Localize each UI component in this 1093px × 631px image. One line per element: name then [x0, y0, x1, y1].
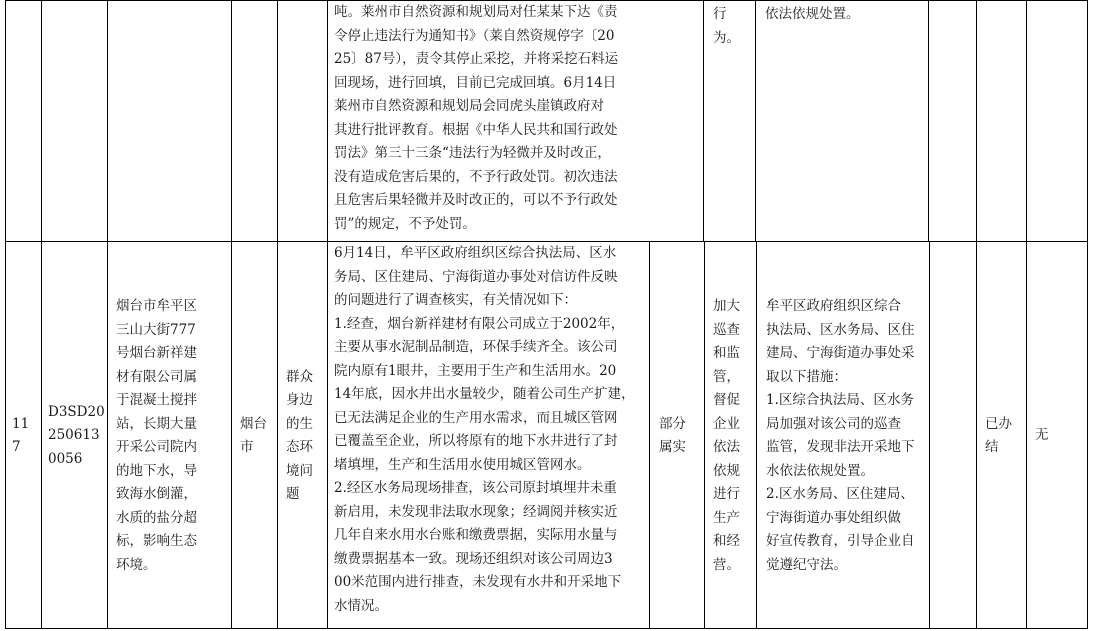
- type-cell: [278, 1, 328, 242]
- city-cell: 烟台 市: [232, 242, 278, 629]
- content-cell: [108, 1, 232, 242]
- code-cell: [42, 1, 108, 242]
- accountability-cell: 行 为。: [704, 1, 756, 242]
- note-cell: 无: [1027, 242, 1088, 629]
- code-cell: D3SD20 250613 0056: [42, 242, 108, 629]
- verdict-spacer: [930, 242, 977, 629]
- document-table: [5, 0, 1088, 242]
- note-cell: [1027, 1, 1088, 242]
- seq-cell: [6, 1, 42, 242]
- table-row: [6, 242, 1088, 629]
- finding-cell: 6月14日，牟平区政府组织区综合执法局、区水 务局、区住建局、宁海街道办事处对信访件反映 的问题进行了调查核实，有关情况如下： 1.经查，烟台新祥建材有限公司成立于2002年， 主要从事水泥制品制造，环保手续齐全。该公司 院内原有1眼井，主要用于生产和生活用水。20 14年底，因水井出水量较少，随着公司生产扩建， 已无法满足企业的生产用水需求，而且城区管网 已覆盖至企业，所以将原有的地下水井进行了封 堵填埋，生产和生活用水使用城区管网水。 2.经区水务局现场排查，该公司原封填埋井未重 新启用，未发现非法取水现象；经调阅并核实近 几年自来水用水台账和缴费票据，实际用水量与 缴费票据基本一致。现场还组织对该公司周边3 00米范围内进行排查，未发现有水井和开采地下 水情况。: [328, 242, 650, 629]
- document-table-row2: [5, 241, 1088, 629]
- city-cell: [232, 1, 278, 242]
- rectification-cell: 牟平区政府组织区综合 执法局、区水务局、区住 建局、宁海街道办事处采 取以下措施： 1.区综合执法局、区水务 局加强对该公司的巡查 监管，发现非法开采地下 水依法依规处置。 2.区水务局、区住建局、 宁海街道办事处组织做 好宣传教育，引导企业自 觉遵纪守法。: [757, 242, 930, 629]
- status-cell: 已办 结: [977, 242, 1027, 629]
- seq-cell: 11 7: [6, 242, 42, 629]
- status-cell: [977, 1, 1027, 242]
- rectification-cell: 依法依规处置。: [756, 1, 929, 242]
- table-row: [6, 1, 1088, 242]
- accountability-cell: 加大 巡查 和监 管， 督促 企业 依法 依规 进行 生产 和经 营。: [705, 242, 757, 629]
- type-cell: 群众 身边 的生 态环 境问 题: [278, 242, 328, 629]
- content-cell: 烟台市牟平区 三山大街777 号烟台新祥建 材有限公司属 于混凝土搅拌 站，长期大量 开采公司院内 的地下水，导 致海水倒灌， 水质的盐分超 标，影响生态 环境。: [108, 242, 232, 629]
- verdict-cell: 部分 属实: [650, 242, 705, 629]
- verdict-cell: [929, 1, 977, 242]
- finding-cell: 吨。莱州市自然资源和规划局对任某某下达《责 令停止违法行为通知书》（莱自然资规停字〔20 25〕87号），责令其停止采挖，并将采挖石料运 回现场，进行回填，目前已完成回填。6月14日 莱州市自然资源和规划局会同虎头崖镇政府对 其进行批评教育。根据《中华人民共和国行政处 罚法》第三十三条“违法行为轻微并及时改正， 没有造成危害后果的，不予行政处罚。初次违法 且危害后果轻微并及时改正的，可以不予行政处 罚”的规定，不予处罚。: [328, 1, 704, 242]
